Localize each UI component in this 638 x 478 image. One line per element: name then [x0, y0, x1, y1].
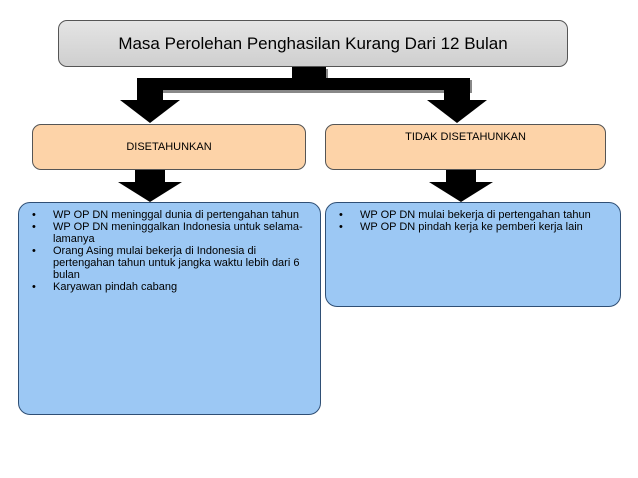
left-category-label: DISETAHUNKAN — [126, 141, 212, 153]
left-criteria-box — [18, 202, 321, 415]
arrow-to-right-list — [429, 170, 493, 202]
list-item: • WP OP DN pindah kerja ke pemberi kerja lain — [339, 221, 609, 233]
split-connector — [137, 66, 472, 93]
list-item: • Orang Asing mulai bekerja di Indonesia di pertengahan tahun untuk jangka waktu lebih dari 6 bulan — [32, 245, 314, 281]
right-criteria-list — [339, 209, 609, 233]
right-category-header — [325, 124, 606, 170]
arrow-to-left-list — [118, 170, 182, 202]
left-category-header — [32, 124, 306, 170]
right-criteria-box — [325, 202, 621, 307]
right-category-label: TIDAK DISETAHUNKAN — [405, 131, 526, 143]
list-item: • Karyawan pindah cabang — [32, 281, 314, 293]
list-item: • WP OP DN mulai bekerja di pertengahan tahun — [339, 209, 609, 221]
title-box — [58, 20, 568, 67]
diagram-title: Masa Perolehan Penghasilan Kurang Dari 12 Bulan — [118, 33, 508, 53]
list-item: • WP OP DN meninggalkan Indonesia untuk selama-lamanya — [32, 221, 314, 245]
list-item: • WP OP DN meninggal dunia di pertengahan tahun — [32, 209, 314, 221]
left-criteria-list — [32, 209, 314, 293]
